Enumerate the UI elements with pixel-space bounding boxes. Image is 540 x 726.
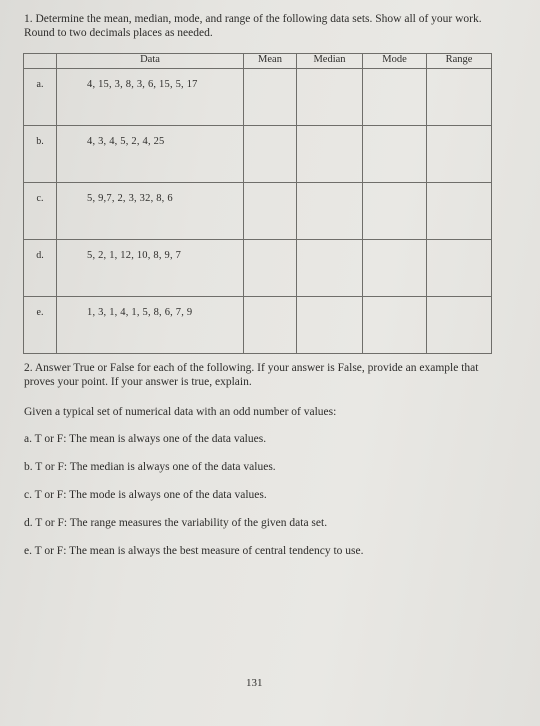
header-data: Data [57, 54, 244, 69]
page-number: 131 [246, 677, 263, 689]
data-sets-table [23, 53, 492, 354]
table-row [24, 126, 492, 183]
row-data-values: 5, 9,7, 2, 3, 32, 8, 6 [57, 183, 244, 240]
mode-answer-cell[interactable] [363, 240, 427, 297]
row-label: c. [24, 183, 57, 240]
row-label: b. [24, 126, 57, 183]
median-answer-cell[interactable] [297, 69, 363, 126]
question-2-item-e: e. T or F: The mean is always the best measure of central tendency to use. [24, 545, 364, 557]
row-label: a. [24, 69, 57, 126]
range-answer-cell[interactable] [427, 183, 492, 240]
table-row [24, 240, 492, 297]
mean-answer-cell[interactable] [244, 240, 297, 297]
mean-answer-cell[interactable] [244, 297, 297, 354]
table-row [24, 183, 492, 240]
header-mean: Mean [244, 54, 297, 69]
row-label: d. [24, 240, 57, 297]
row-data-values: 1, 3, 1, 4, 1, 5, 8, 6, 7, 9 [57, 297, 244, 354]
header-label-blank [24, 54, 57, 69]
header-range: Range [427, 54, 492, 69]
mode-answer-cell[interactable] [363, 183, 427, 240]
mean-answer-cell[interactable] [244, 126, 297, 183]
mean-answer-cell[interactable] [244, 183, 297, 240]
mode-answer-cell[interactable] [363, 69, 427, 126]
question-2-item-b: b. T or F: The median is always one of the data values. [24, 461, 276, 473]
row-data-values: 4, 15, 3, 8, 3, 6, 15, 5, 17 [57, 69, 244, 126]
table-row [24, 297, 492, 354]
row-data-values: 4, 3, 4, 5, 2, 4, 25 [57, 126, 244, 183]
question-1-instructions: 1. Determine the mean, median, mode, and range of the following data sets. Show all of your work. Round to two decimals places as needed. [24, 13, 482, 39]
range-answer-cell[interactable] [427, 240, 492, 297]
row-label: e. [24, 297, 57, 354]
question-2-intro: Given a typical set of numerical data with an odd number of values: [24, 406, 337, 418]
median-answer-cell[interactable] [297, 297, 363, 354]
question-2-item-d: d. T or F: The range measures the variability of the given data set. [24, 517, 328, 529]
question-2-item-c: c. T or F: The mode is always one of the data values. [24, 489, 267, 501]
mode-answer-cell[interactable] [363, 126, 427, 183]
question-2-item-a: a. T or F: The mean is always one of the data values. [24, 433, 267, 445]
range-answer-cell[interactable] [427, 297, 492, 354]
header-median: Median [297, 54, 363, 69]
mode-answer-cell[interactable] [363, 297, 427, 354]
median-answer-cell[interactable] [297, 126, 363, 183]
row-data-values: 5, 2, 1, 12, 10, 8, 9, 7 [57, 240, 244, 297]
range-answer-cell[interactable] [427, 126, 492, 183]
table-row [24, 69, 492, 126]
median-answer-cell[interactable] [297, 183, 363, 240]
question-2-instructions: 2. Answer True or False for each of the following. If your answer is False, provide an example that proves your point. If your answer is true, explain. [24, 362, 479, 388]
range-answer-cell[interactable] [427, 69, 492, 126]
mean-answer-cell[interactable] [244, 69, 297, 126]
table-header-row [24, 54, 492, 69]
header-mode: Mode [363, 54, 427, 69]
median-answer-cell[interactable] [297, 240, 363, 297]
